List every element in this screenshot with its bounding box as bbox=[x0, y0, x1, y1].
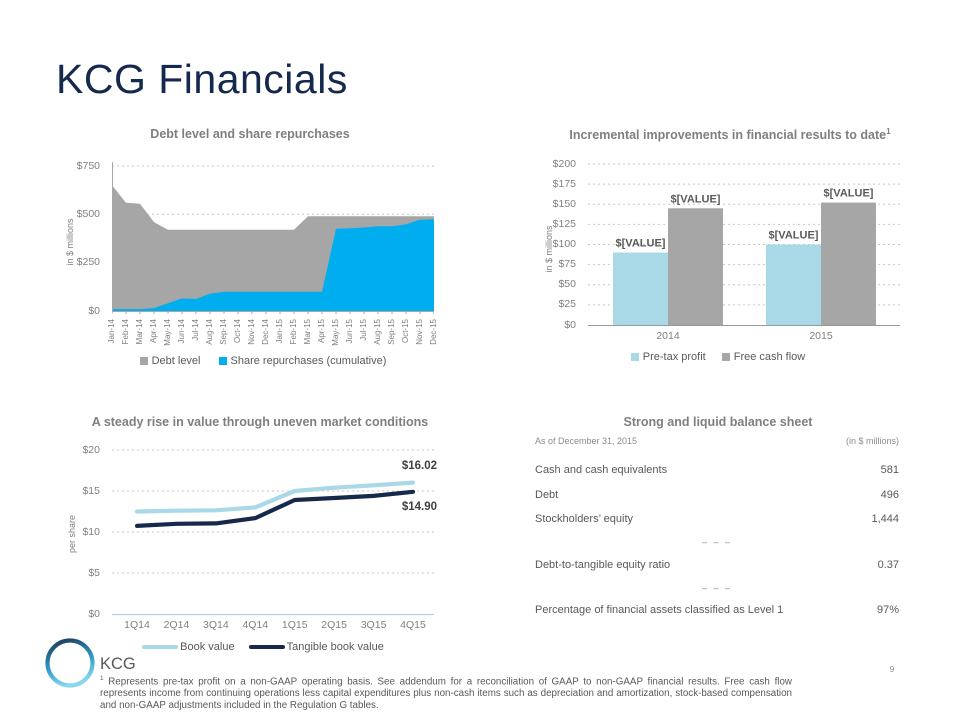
pretax-profit-swatch bbox=[631, 353, 639, 361]
x-axis-tick-label: 3Q15 bbox=[360, 619, 387, 631]
balance-sheet-row-label: Debt bbox=[535, 488, 559, 501]
x-axis-tick-label: Jan-15 bbox=[275, 319, 284, 344]
balance-sheet-row-value: 97% bbox=[876, 604, 899, 617]
legend-label-pretax-profit: Pre-tax profit bbox=[642, 351, 706, 363]
balance-sheet-asof: As of December 31, 2015 bbox=[535, 436, 638, 446]
y-axis-tick-label: $0 bbox=[564, 318, 576, 331]
x-axis-tick-label: Feb-14 bbox=[121, 319, 130, 345]
results-chart-y-axis-unit: in $ millions bbox=[544, 225, 554, 273]
free-cash-flow-swatch bbox=[722, 353, 730, 361]
y-axis-tick-label: $0 bbox=[88, 607, 100, 620]
results-chart-legend bbox=[568, 351, 868, 363]
results-chart-title bbox=[554, 127, 906, 142]
y-axis-tick-label: $5 bbox=[88, 566, 100, 579]
balance-sheet-row bbox=[535, 553, 899, 578]
y-axis-tick-label: $150 bbox=[552, 197, 576, 210]
x-axis-tick-label: Aug-15 bbox=[373, 319, 382, 345]
balance-sheet-separator: – – – bbox=[701, 582, 733, 593]
balance-sheet-row-value: 581 bbox=[880, 464, 899, 477]
footnote-marker: 1 bbox=[100, 675, 104, 682]
balance-sheet-row-label: Cash and cash equivalents bbox=[535, 464, 668, 477]
x-axis-tick-label: Mar-15 bbox=[303, 319, 312, 345]
balance-sheet-row-label: Debt-to-tangible equity ratio bbox=[535, 558, 671, 571]
value-chart-canvas bbox=[112, 444, 434, 618]
results-chart-plot bbox=[588, 160, 900, 330]
x-axis-tick-label: Mar-14 bbox=[135, 319, 144, 345]
kcg-logo-text: KCG bbox=[100, 655, 136, 673]
legend-item-share-repurchases bbox=[219, 355, 387, 367]
y-axis-tick-label: $10 bbox=[82, 525, 100, 538]
page-title: KCG Financials bbox=[56, 56, 348, 102]
balance-sheet-row bbox=[535, 598, 899, 623]
legend-item-tangible-book-value bbox=[249, 641, 384, 653]
debt-chart-plot bbox=[112, 160, 434, 320]
legend-label-book-value: Book value bbox=[180, 641, 235, 653]
balance-sheet-row bbox=[535, 507, 899, 532]
x-axis-tick-label: Oct-15 bbox=[401, 319, 410, 344]
x-axis-tick-label: Nov-15 bbox=[415, 319, 424, 345]
debt-level-swatch bbox=[140, 357, 148, 365]
x-axis-tick-label: 1Q15 bbox=[281, 619, 308, 631]
x-axis-tick-label: Apr-14 bbox=[149, 319, 158, 344]
bar-value-label: $[VALUE] bbox=[823, 187, 874, 200]
x-axis-tick-label: Dec-15 bbox=[429, 319, 438, 345]
page-number: 9 bbox=[889, 664, 895, 674]
x-axis-tick-label: Apr-15 bbox=[317, 319, 326, 344]
y-axis-tick-label: $175 bbox=[552, 177, 576, 190]
kcg-logo-canvas bbox=[44, 636, 98, 690]
legend-item-pretax-profit bbox=[631, 351, 706, 363]
balance-sheet-rows bbox=[535, 458, 899, 623]
x-axis-tick-label: 1Q14 bbox=[124, 619, 150, 631]
value-chart-title: A steady rise in value through uneven market conditions bbox=[91, 415, 429, 429]
value-chart-plot bbox=[112, 444, 434, 618]
x-axis-tick-label: 3Q14 bbox=[203, 619, 229, 631]
bar-value-label: $[VALUE] bbox=[768, 229, 819, 242]
y-axis-tick-label: $125 bbox=[552, 217, 576, 230]
debt-chart-canvas bbox=[112, 160, 434, 320]
value-chart-legend bbox=[92, 641, 434, 653]
y-axis-tick-label: $200 bbox=[552, 157, 576, 170]
balance-sheet-row-value: 1,444 bbox=[871, 513, 899, 526]
balance-sheet-separator: – – – bbox=[701, 537, 733, 547]
x-axis-tick-label: Feb-15 bbox=[289, 319, 298, 345]
x-axis-tick-label: Jul-15 bbox=[359, 319, 368, 341]
balance-sheet-header bbox=[535, 436, 899, 458]
x-axis-tick-label: Jun-15 bbox=[345, 319, 354, 344]
y-axis-tick-label: $15 bbox=[82, 484, 100, 497]
legend-label-free-cash-flow: Free cash flow bbox=[733, 351, 806, 363]
balance-sheet-row-label: Stockholders’ equity bbox=[535, 513, 634, 526]
tangible-book-value-data-label: $14.90 bbox=[401, 501, 437, 513]
results-chart-title-superscript: 1 bbox=[886, 127, 891, 136]
bar-pre-tax-profit-2015 bbox=[766, 245, 821, 326]
footnote-text: Represents pre-tax profit on a non-GAAP operating basis. See addendum for a reconciliation of GAAP to non-GAAP financial results. Free cash flow represents income from continuing operations less capital expenditures plus non-cash items such as depreciation and amortization, stock-based compensation and non-GAAP adjustments included in the Regulation G tables. bbox=[100, 676, 792, 712]
share-repurchases-swatch bbox=[219, 357, 227, 365]
book-value-data-label: $16.02 bbox=[401, 460, 437, 472]
balance-sheet-row-label: Percentage of financial assets classified as Level 1 bbox=[535, 604, 784, 617]
y-axis-tick-label: $75 bbox=[558, 258, 576, 271]
debt-chart-title: Debt level and share repurchases bbox=[150, 127, 350, 141]
book-value-swatch bbox=[142, 645, 178, 650]
x-axis-tick-label: Oct-14 bbox=[233, 319, 242, 344]
results-chart-canvas bbox=[588, 160, 900, 330]
legend-item-debt-level bbox=[140, 355, 201, 367]
bar-free-cash-flow-2014 bbox=[668, 208, 723, 325]
x-axis-tick-label: Sep-14 bbox=[219, 319, 228, 345]
x-axis-tick-label: 2Q15 bbox=[321, 619, 347, 631]
bar-value-label: $[VALUE] bbox=[615, 237, 666, 250]
legend-label-debt-level: Debt level bbox=[151, 355, 201, 367]
legend-label-tangible-book-value: Tangible book value bbox=[286, 641, 384, 653]
debt-chart-y-axis-unit: in $ millions bbox=[65, 218, 75, 266]
balance-sheet-row bbox=[535, 483, 899, 508]
legend-item-book-value bbox=[142, 641, 234, 653]
legend-item-free-cash-flow bbox=[722, 351, 806, 363]
x-axis-tick-label: Jun-14 bbox=[177, 319, 186, 344]
y-axis-tick-label: $25 bbox=[558, 298, 576, 311]
bar-free-cash-flow-2015 bbox=[821, 203, 876, 325]
results-chart-category-2015: 2015 bbox=[809, 330, 833, 342]
y-axis-tick-label: $750 bbox=[76, 159, 100, 172]
y-axis-tick-label: $0 bbox=[88, 304, 100, 317]
results-chart-category-2014: 2014 bbox=[656, 330, 680, 342]
footnote bbox=[100, 675, 792, 712]
balance-sheet-title: Strong and liquid balance sheet bbox=[623, 415, 813, 429]
x-axis-tick-label: Sep-15 bbox=[387, 319, 396, 345]
balance-sheet-units: (in $ millions) bbox=[845, 436, 899, 446]
value-chart-x-axis bbox=[112, 619, 438, 635]
results-chart-title-text: Incremental improvements in financial results to date bbox=[569, 128, 887, 143]
x-axis-tick-label: May-14 bbox=[163, 319, 172, 346]
x-axis-tick-label: 2Q14 bbox=[163, 619, 190, 631]
y-axis-tick-label: $250 bbox=[76, 256, 100, 269]
y-axis-tick-label: $50 bbox=[558, 278, 576, 291]
x-axis-tick-label: 4Q14 bbox=[242, 619, 269, 631]
bar-value-label: $[VALUE] bbox=[670, 193, 721, 206]
x-axis-tick-label: Aug-14 bbox=[205, 319, 214, 345]
x-axis-tick-label: 4Q15 bbox=[400, 619, 426, 631]
x-axis-tick-label: May-15 bbox=[331, 319, 340, 346]
value-chart-y-axis-unit: per share bbox=[67, 514, 77, 554]
x-axis-tick-label: Nov-14 bbox=[247, 319, 256, 345]
balance-sheet-row-value: 0.37 bbox=[877, 558, 899, 571]
x-axis-tick-label: Dec-14 bbox=[261, 319, 270, 345]
balance-sheet-row-value: 496 bbox=[880, 488, 899, 501]
bar-pre-tax-profit-2014 bbox=[613, 253, 668, 326]
y-axis-tick-label: $20 bbox=[82, 443, 100, 456]
legend-label-share-repurchases: Share repurchases (cumulative) bbox=[230, 355, 387, 367]
y-axis-tick-label: $500 bbox=[76, 207, 100, 220]
y-axis-tick-label: $100 bbox=[552, 238, 576, 250]
tangible-book-value-swatch bbox=[249, 645, 285, 650]
debt-chart-legend bbox=[92, 355, 434, 367]
balance-sheet-row bbox=[535, 458, 899, 483]
x-axis-tick-label: Jan-14 bbox=[107, 319, 116, 344]
balance-sheet bbox=[535, 436, 899, 623]
kcg-logo-icon bbox=[44, 636, 98, 690]
x-axis-tick-label: Jul-14 bbox=[191, 319, 200, 341]
